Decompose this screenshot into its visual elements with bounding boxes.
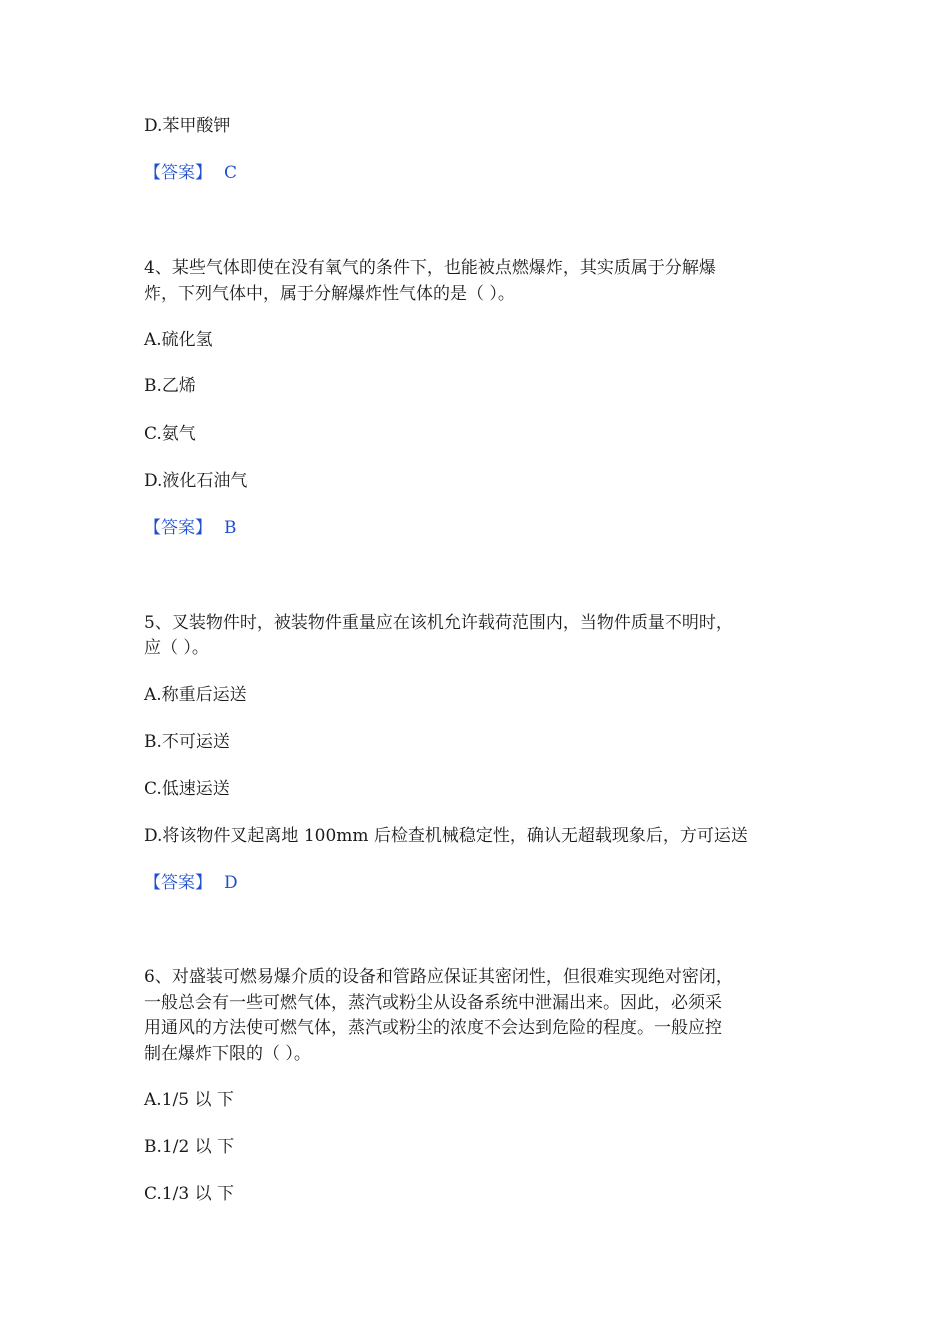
- text-line: B.1/2 以 下: [144, 1137, 235, 1157]
- text-line: 5、叉装物件时，被装物件重量应在该机允许载荷范围内，当物件质量不明时，: [144, 613, 733, 633]
- text-line: 应（ ）。: [144, 638, 209, 658]
- text-line: D.液化石油气: [144, 471, 248, 491]
- text-line: 6、对盛装可燃易爆介质的设备和管路应保证其密闭性，但很难实现绝对密闭，: [144, 967, 733, 987]
- text-line: C.低速运送: [144, 779, 230, 799]
- text-line: 4、某些气体即使在没有氧气的条件下，也能被点燃爆炸，其实质属于分解爆: [144, 258, 716, 278]
- answer-label: 【答案】: [144, 873, 212, 893]
- answer-value: D: [224, 873, 238, 893]
- text-line: B.乙烯: [144, 376, 196, 396]
- text-line: D.将该物件叉起离地 100mm 后检查机械稳定性，确认无超载现象后，方可运送: [144, 826, 748, 846]
- text-line: 一般总会有一些可燃气体，蒸汽或粉尘从设备系统中泄漏出来。因此，必须采: [144, 993, 722, 1013]
- text-line: 用通风的方法使可燃气体，蒸汽或粉尘的浓度不会达到危险的程度。一般应控: [144, 1018, 722, 1038]
- text-line: B.不可运送: [144, 732, 230, 752]
- text-line: C.氨气: [144, 424, 196, 444]
- answer-line: [144, 516, 237, 540]
- text-line: 炸，下列气体中，属于分解爆炸性气体的是（ ）。: [144, 284, 515, 304]
- answer-value: B: [224, 518, 237, 538]
- answer-line: [144, 871, 238, 895]
- text-line: A.称重后运送: [144, 685, 247, 705]
- text-line: A.硫化氢: [144, 330, 213, 350]
- text-line: 制在爆炸下限的（ ）。: [144, 1044, 311, 1064]
- answer-line: [144, 161, 237, 185]
- answer-label: 【答案】: [144, 163, 212, 183]
- text-line: C.1/3 以 下: [144, 1184, 234, 1204]
- text-line: A.1/5 以 下: [144, 1090, 234, 1110]
- answer-value: C: [224, 163, 238, 183]
- answer-label: 【答案】: [144, 518, 212, 538]
- text-line: D.苯甲酸钾: [144, 116, 231, 136]
